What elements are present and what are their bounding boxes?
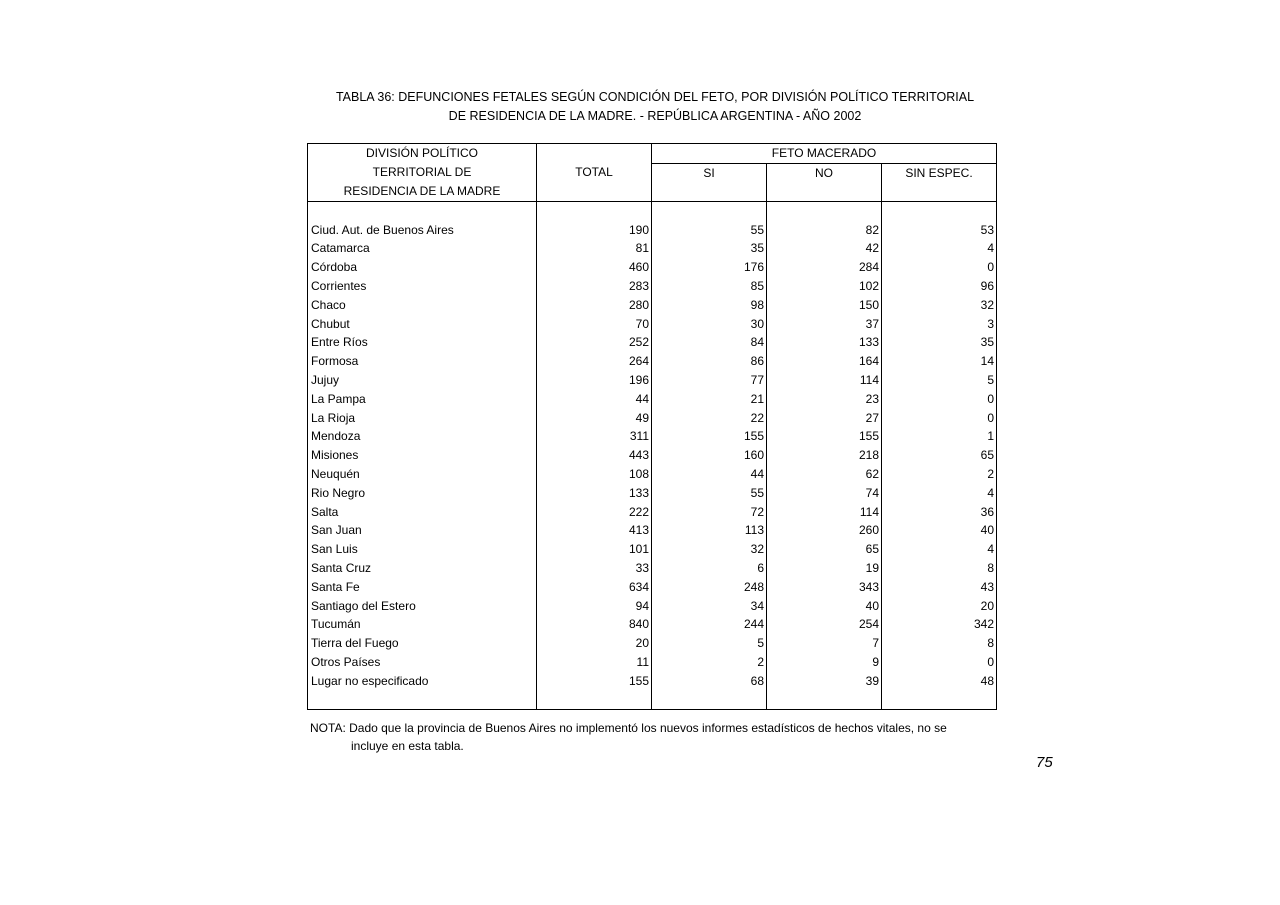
cell-total: 108	[537, 465, 652, 484]
cell-no: 42	[767, 239, 882, 258]
cell-name: Lugar no especificado	[308, 672, 537, 691]
cell-name: Tucumán	[308, 615, 537, 634]
cell-si: 248	[652, 578, 767, 597]
cell-si: 22	[652, 409, 767, 428]
cell-si: 6	[652, 559, 767, 578]
cell-si: 84	[652, 333, 767, 352]
cell-total: 20	[537, 634, 652, 653]
footnote	[310, 719, 1010, 755]
header-si: SI	[652, 163, 767, 201]
cell-name: Chubut	[308, 315, 537, 334]
cell-no: 19	[767, 559, 882, 578]
cell-sin-espec: 342	[973, 617, 994, 632]
cell-si: 32	[652, 540, 767, 559]
table-row	[308, 427, 997, 446]
cell-no: 74	[767, 484, 882, 503]
cell-name: Santa Cruz	[308, 559, 537, 578]
cell-sin-espec: 0	[987, 391, 994, 406]
cell-no: 343	[767, 578, 882, 597]
cell-name: Santiago del Estero	[308, 597, 537, 616]
cell-total: 101	[537, 540, 652, 559]
table-title-line1: TABLA 36: DEFUNCIONES FETALES SEGÚN CONDICIÓN DEL FETO, POR DIVISIÓN POLÍTICO TERRITORIAL	[335, 90, 975, 104]
cell-si: 86	[652, 352, 767, 371]
cell-total: 283	[537, 277, 652, 296]
cell-sin-espec: 36	[980, 504, 994, 519]
cell-name: Jujuy	[308, 371, 537, 390]
table-row	[308, 540, 997, 559]
table-row	[308, 446, 997, 465]
cell-no: 82	[767, 221, 882, 240]
footnote-line1: NOTA: Dado que la provincia de Buenos Aires no implementó los nuevos informes estadísticos de hechos vitales, no se	[310, 721, 947, 735]
cell-name: Catamarca	[308, 239, 537, 258]
cell-si: 68	[652, 672, 767, 691]
cell-no: 164	[767, 352, 882, 371]
cell-total: 252	[537, 333, 652, 352]
table-row	[308, 597, 997, 616]
table-row	[308, 239, 997, 258]
table-row	[308, 578, 997, 597]
cell-name: Corrientes	[308, 277, 537, 296]
cell-sin-espec: 2	[987, 467, 994, 482]
cell-total: 460	[537, 258, 652, 277]
cell-si: 244	[652, 615, 767, 634]
cell-si: 21	[652, 390, 767, 409]
cell-sin-espec: 0	[987, 260, 994, 275]
cell-sin-espec: 8	[987, 561, 994, 576]
cell-total: 196	[537, 371, 652, 390]
cell-name: La Rioja	[308, 409, 537, 428]
cell-no: 37	[767, 315, 882, 334]
cell-total: 11	[537, 653, 652, 672]
cell-si: 77	[652, 371, 767, 390]
cell-total: 264	[537, 352, 652, 371]
table-row	[308, 634, 997, 653]
cell-si: 35	[652, 239, 767, 258]
cell-sin-espec: 3	[987, 316, 994, 331]
cell-sin-espec: 0	[987, 655, 994, 670]
cell-total: 70	[537, 315, 652, 334]
cell-no: 7	[767, 634, 882, 653]
cell-si: 30	[652, 315, 767, 334]
cell-no: 254	[767, 615, 882, 634]
cell-sin-espec: 48	[980, 673, 994, 688]
header-total: TOTAL	[537, 144, 652, 201]
cell-sin-espec: 65	[980, 448, 994, 463]
cell-sin-espec: 4	[987, 485, 994, 500]
cell-sin-espec: 14	[980, 354, 994, 369]
table-row	[308, 503, 997, 522]
table-row	[308, 333, 997, 352]
table-row	[308, 296, 997, 315]
cell-name: Santa Fe	[308, 578, 537, 597]
cell-si: 55	[652, 484, 767, 503]
cell-si: 34	[652, 597, 767, 616]
cell-total: 190	[537, 221, 652, 240]
table-row	[308, 409, 997, 428]
header-division-line3: RESIDENCIA DE LA MADRE	[308, 182, 537, 201]
cell-si: 160	[652, 446, 767, 465]
cell-no: 65	[767, 540, 882, 559]
cell-name: La Pampa	[308, 390, 537, 409]
cell-name: Neuquén	[308, 465, 537, 484]
cell-name: Formosa	[308, 352, 537, 371]
cell-total: 133	[537, 484, 652, 503]
table-row	[308, 615, 997, 634]
cell-name: Mendoza	[308, 427, 537, 446]
cell-sin-espec: 53	[980, 222, 994, 237]
cell-name: Ciud. Aut. de Buenos Aires	[308, 221, 537, 240]
cell-no: 133	[767, 333, 882, 352]
cell-total: 222	[537, 503, 652, 522]
table-row	[308, 371, 997, 390]
cell-total: 280	[537, 296, 652, 315]
cell-total: 155	[537, 672, 652, 691]
cell-no: 9	[767, 653, 882, 672]
cell-sin-espec: 8	[987, 636, 994, 651]
cell-si: 98	[652, 296, 767, 315]
cell-sin-espec: 96	[980, 279, 994, 294]
cell-sin-espec: 32	[980, 297, 994, 312]
cell-sin-espec: 40	[980, 523, 994, 538]
cell-si: 72	[652, 503, 767, 522]
cell-si: 5	[652, 634, 767, 653]
cell-no: 27	[767, 409, 882, 428]
table-row	[308, 484, 997, 503]
cell-si: 155	[652, 427, 767, 446]
cell-no: 39	[767, 672, 882, 691]
table-title-line2: DE RESIDENCIA DE LA MADRE. - REPÚBLICA ARGENTINA - AÑO 2002	[448, 109, 862, 123]
cell-total: 81	[537, 239, 652, 258]
cell-name: Rio Negro	[308, 484, 537, 503]
cell-total: 94	[537, 597, 652, 616]
cell-sin-espec: 43	[980, 579, 994, 594]
cell-no: 114	[767, 371, 882, 390]
cell-total: 413	[537, 521, 652, 540]
cell-name: Chaco	[308, 296, 537, 315]
cell-no: 284	[767, 258, 882, 277]
cell-no: 102	[767, 277, 882, 296]
cell-sin-espec: 35	[980, 335, 994, 350]
table-row	[308, 672, 997, 691]
table-row	[308, 277, 997, 296]
cell-name: Salta	[308, 503, 537, 522]
cell-si: 85	[652, 277, 767, 296]
cell-si: 44	[652, 465, 767, 484]
cell-si: 2	[652, 653, 767, 672]
table-row	[308, 653, 997, 672]
table-row	[308, 390, 997, 409]
cell-name: Entre Ríos	[308, 333, 537, 352]
cell-total: 311	[537, 427, 652, 446]
table-row	[308, 559, 997, 578]
cell-total: 443	[537, 446, 652, 465]
table-row	[308, 521, 997, 540]
cell-si: 55	[652, 221, 767, 240]
cell-sin-espec: 5	[987, 373, 994, 388]
cell-no: 62	[767, 465, 882, 484]
cell-name: San Juan	[308, 521, 537, 540]
cell-no: 40	[767, 597, 882, 616]
cell-sin-espec: 20	[980, 598, 994, 613]
footnote-line2: incluye en esta tabla.	[351, 739, 464, 753]
cell-no: 155	[767, 427, 882, 446]
page-number: 75	[1036, 754, 1053, 771]
table-row	[308, 465, 997, 484]
cell-no: 114	[767, 503, 882, 522]
header-feto-macerado: FETO MACERADO	[652, 144, 997, 164]
header-no: NO	[767, 163, 882, 201]
table-row	[308, 315, 997, 334]
cell-total: 33	[537, 559, 652, 578]
cell-sin-espec: 4	[987, 542, 994, 557]
cell-si: 113	[652, 521, 767, 540]
header-division-line1: DIVISIÓN POLÍTICO	[308, 144, 537, 164]
table-row	[308, 352, 997, 371]
cell-total: 49	[537, 409, 652, 428]
cell-no: 150	[767, 296, 882, 315]
cell-name: San Luis	[308, 540, 537, 559]
table-row	[308, 258, 997, 277]
cell-name: Otros Países	[308, 653, 537, 672]
cell-total: 634	[537, 578, 652, 597]
cell-total: 44	[537, 390, 652, 409]
cell-si: 176	[652, 258, 767, 277]
header-sin-espec: SIN ESPEC.	[905, 165, 973, 180]
cell-sin-espec: 4	[987, 241, 994, 256]
cell-no: 260	[767, 521, 882, 540]
cell-total: 840	[537, 615, 652, 634]
cell-name: Tierra del Fuego	[308, 634, 537, 653]
header-division-line2: TERRITORIAL DE	[308, 163, 537, 182]
cell-no: 23	[767, 390, 882, 409]
cell-name: Misiones	[308, 446, 537, 465]
table-row	[308, 221, 997, 240]
cell-sin-espec: 1	[987, 429, 994, 444]
data-table	[307, 143, 997, 710]
cell-no: 218	[767, 446, 882, 465]
cell-name: Córdoba	[308, 258, 537, 277]
cell-sin-espec: 0	[987, 410, 994, 425]
